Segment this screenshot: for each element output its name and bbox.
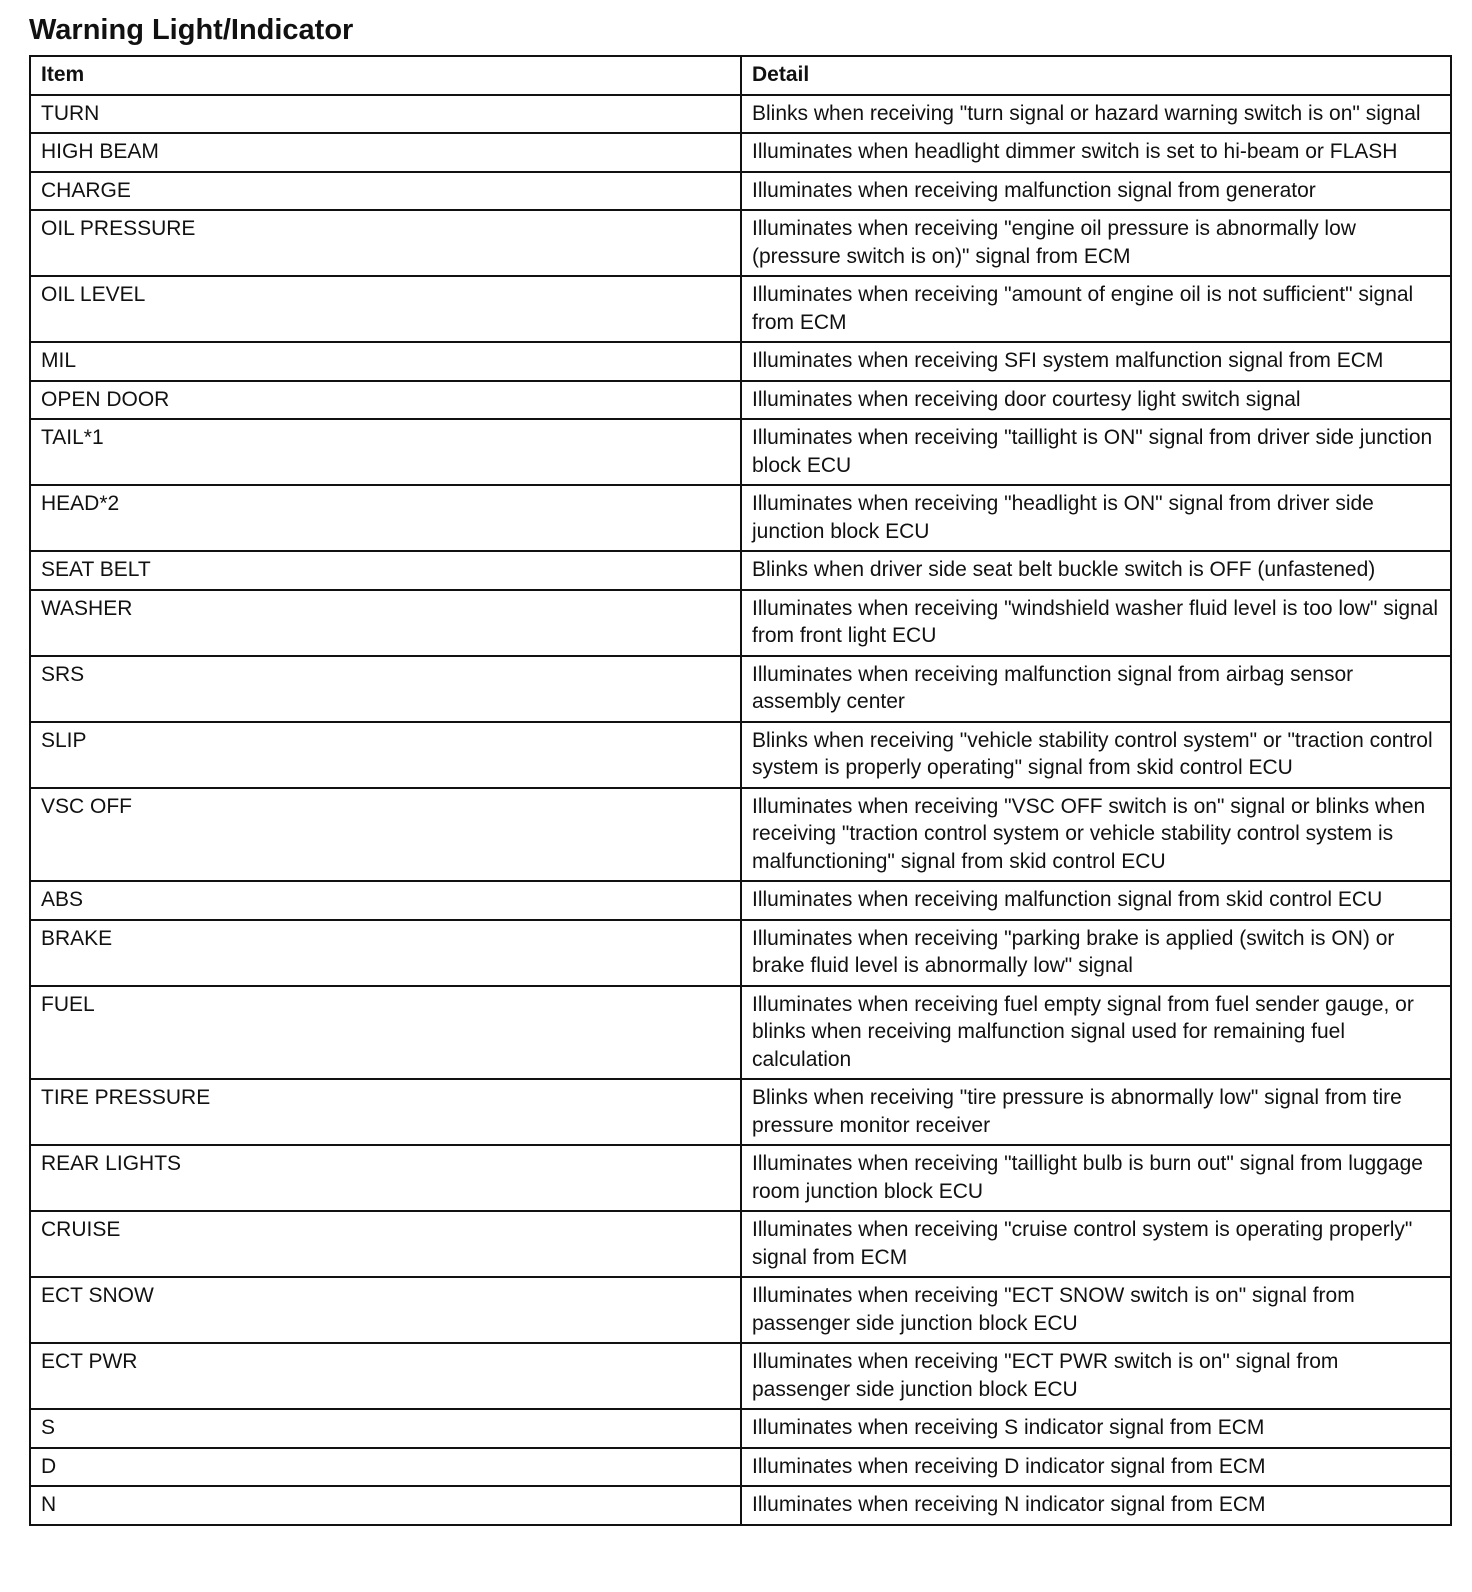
- detail-cell: Blinks when receiving "turn signal or hazard warning switch is on" signal: [741, 95, 1451, 134]
- table-row: [30, 788, 1451, 882]
- table-row: [30, 551, 1451, 590]
- detail-cell: Illuminates when receiving N indicator signal from ECM: [741, 1486, 1451, 1525]
- detail-cell: Illuminates when receiving "windshield washer fluid level is too low" signal from front light ECU: [741, 590, 1451, 656]
- detail-cell: Illuminates when receiving malfunction signal from skid control ECU: [741, 881, 1451, 920]
- table-row: [30, 881, 1451, 920]
- detail-cell: Illuminates when receiving "engine oil pressure is abnormally low (pressure switch is on)" signal from ECM: [741, 210, 1451, 276]
- column-header-item: Item: [30, 56, 741, 95]
- detail-cell: Illuminates when receiving "ECT PWR switch is on" signal from passenger side junction block ECU: [741, 1343, 1451, 1409]
- detail-cell: Blinks when receiving "vehicle stability control system" or "traction control system is properly operating" signal from skid control ECU: [741, 722, 1451, 788]
- item-cell: OIL LEVEL: [30, 276, 741, 342]
- item-cell: ABS: [30, 881, 741, 920]
- detail-cell: Illuminates when receiving fuel empty signal from fuel sender gauge, or blinks when receiving malfunction signal used for remaining fuel calculation: [741, 986, 1451, 1080]
- detail-cell: Illuminates when receiving "ECT SNOW switch is on" signal from passenger side junction block ECU: [741, 1277, 1451, 1343]
- table-row: [30, 210, 1451, 276]
- item-cell: VSC OFF: [30, 788, 741, 882]
- table-row: [30, 1448, 1451, 1487]
- table-row: [30, 381, 1451, 420]
- warning-light-table: [29, 55, 1452, 1526]
- table-row: [30, 1079, 1451, 1145]
- table-row: [30, 1343, 1451, 1409]
- table-row: [30, 656, 1451, 722]
- table-row: [30, 920, 1451, 986]
- detail-cell: Illuminates when receiving "VSC OFF switch is on" signal or blinks when receiving "traction control system or vehicle stability control system is malfunctioning" signal from skid control ECU: [741, 788, 1451, 882]
- table-row: [30, 133, 1451, 172]
- detail-cell: Illuminates when receiving malfunction signal from generator: [741, 172, 1451, 211]
- detail-cell: Illuminates when receiving "taillight bulb is burn out" signal from luggage room junction block ECU: [741, 1145, 1451, 1211]
- detail-cell: Illuminates when receiving malfunction signal from airbag sensor assembly center: [741, 656, 1451, 722]
- item-cell: CHARGE: [30, 172, 741, 211]
- table-row: [30, 172, 1451, 211]
- table-header-row: [30, 56, 1451, 95]
- table-row: [30, 1277, 1451, 1343]
- table-row: [30, 590, 1451, 656]
- page-title: Warning Light/Indicator: [29, 14, 354, 46]
- item-cell: TURN: [30, 95, 741, 134]
- item-cell: SLIP: [30, 722, 741, 788]
- item-cell: ECT PWR: [30, 1343, 741, 1409]
- detail-cell: Illuminates when receiving "headlight is ON" signal from driver side junction block ECU: [741, 485, 1451, 551]
- table-row: [30, 1409, 1451, 1448]
- detail-cell: Illuminates when receiving "parking brake is applied (switch is ON) or brake fluid level is abnormally low" signal: [741, 920, 1451, 986]
- detail-cell: Blinks when receiving "tire pressure is abnormally low" signal from tire pressure monitor receiver: [741, 1079, 1451, 1145]
- detail-cell: Illuminates when receiving "taillight is ON" signal from driver side junction block ECU: [741, 419, 1451, 485]
- detail-cell: Illuminates when receiving "cruise control system is operating properly" signal from ECM: [741, 1211, 1451, 1277]
- table-row: [30, 342, 1451, 381]
- item-cell: CRUISE: [30, 1211, 741, 1277]
- item-cell: TIRE PRESSURE: [30, 1079, 741, 1145]
- item-cell: OIL PRESSURE: [30, 210, 741, 276]
- table-row: [30, 95, 1451, 134]
- table-row: [30, 1211, 1451, 1277]
- item-cell: HIGH BEAM: [30, 133, 741, 172]
- table-row: [30, 419, 1451, 485]
- detail-cell: Illuminates when headlight dimmer switch is set to hi-beam or FLASH: [741, 133, 1451, 172]
- detail-cell: Blinks when driver side seat belt buckle switch is OFF (unfastened): [741, 551, 1451, 590]
- item-cell: N: [30, 1486, 741, 1525]
- item-cell: TAIL*1: [30, 419, 741, 485]
- item-cell: FUEL: [30, 986, 741, 1080]
- item-cell: BRAKE: [30, 920, 741, 986]
- detail-cell: Illuminates when receiving D indicator signal from ECM: [741, 1448, 1451, 1487]
- detail-cell: Illuminates when receiving S indicator signal from ECM: [741, 1409, 1451, 1448]
- item-cell: SEAT BELT: [30, 551, 741, 590]
- item-cell: REAR LIGHTS: [30, 1145, 741, 1211]
- table-row: [30, 485, 1451, 551]
- item-cell: OPEN DOOR: [30, 381, 741, 420]
- column-header-detail: Detail: [741, 56, 1451, 95]
- item-cell: WASHER: [30, 590, 741, 656]
- table-row: [30, 276, 1451, 342]
- item-cell: MIL: [30, 342, 741, 381]
- item-cell: HEAD*2: [30, 485, 741, 551]
- table-body: [30, 95, 1451, 1525]
- detail-cell: Illuminates when receiving door courtesy light switch signal: [741, 381, 1451, 420]
- table-row: [30, 986, 1451, 1080]
- item-cell: ECT SNOW: [30, 1277, 741, 1343]
- item-cell: S: [30, 1409, 741, 1448]
- item-cell: SRS: [30, 656, 741, 722]
- item-cell: D: [30, 1448, 741, 1487]
- detail-cell: Illuminates when receiving SFI system malfunction signal from ECM: [741, 342, 1451, 381]
- table-row: [30, 1145, 1451, 1211]
- table-row: [30, 722, 1451, 788]
- table-row: [30, 1486, 1451, 1525]
- detail-cell: Illuminates when receiving "amount of engine oil is not sufficient" signal from ECM: [741, 276, 1451, 342]
